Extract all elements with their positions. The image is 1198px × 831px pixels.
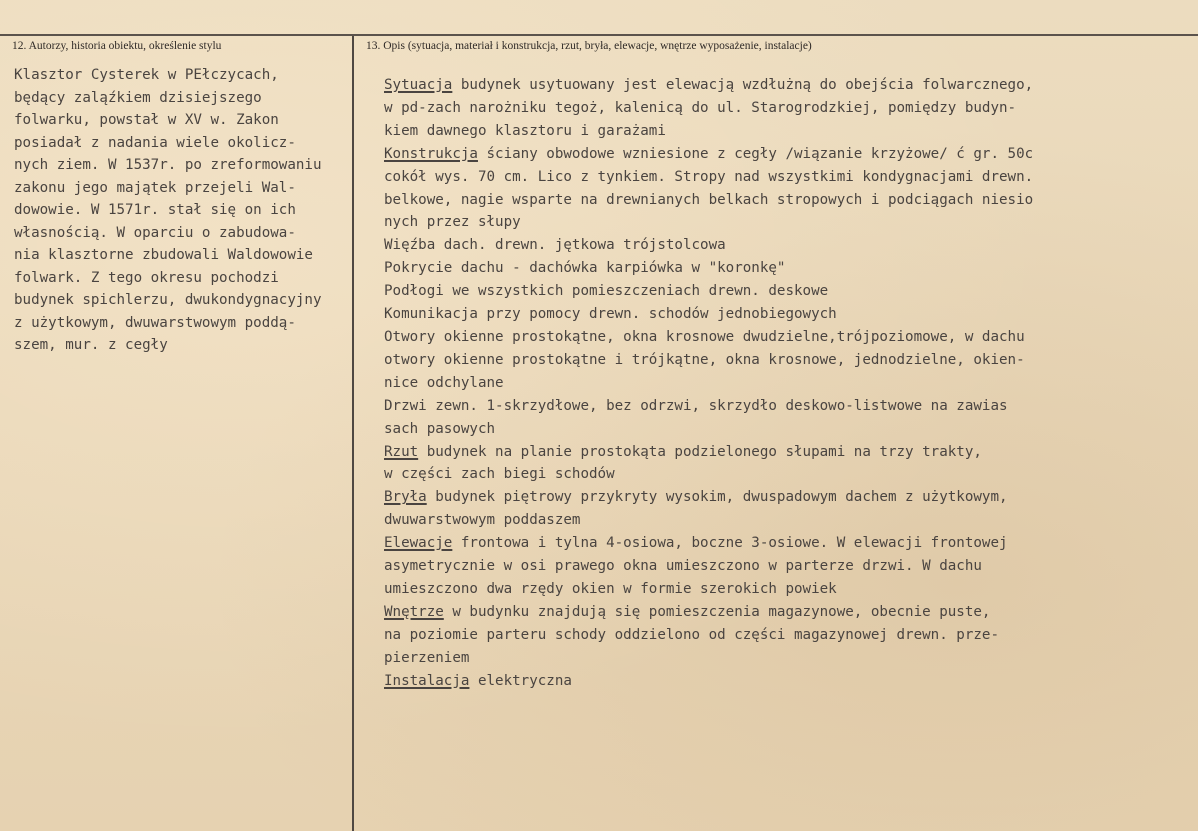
section-label: Rzut xyxy=(384,443,419,460)
history-line: posiadał z nadania wiele okolicz- xyxy=(14,134,296,151)
section-label: Sytuacja xyxy=(384,77,453,93)
description-line: kiem dawnego klasztoru i garażami xyxy=(384,122,666,139)
history-line: będący zaląźkiem dzisiejszego xyxy=(14,89,262,106)
description-line: cokół wys. 70 cm. Lico z tynkiem. Stropy nad wszystkimi kondygnacjami drewn. xyxy=(384,168,1034,185)
history-line: dowowie. W 1571r. stał się on ich xyxy=(14,202,296,218)
description-line: Komunikacja przy pomocy drewn. schodów jednobiegowych xyxy=(384,306,837,323)
history-line: szem, mur. z cegły xyxy=(14,337,168,353)
header-right: 13. Opis (sytuacja, materiał i konstrukcja, rzut, bryła, elewacje, wnętrze wyposażenie, instalacje) xyxy=(366,40,812,52)
history-line: zakonu jego majątek przejeli Wal- xyxy=(14,179,296,196)
description-line: nice odchylane xyxy=(384,374,504,391)
history-line: własnością. W oparciu o zabudowa- xyxy=(14,224,296,241)
description-line: Rzut budynek na planie prostokąta podzielonego słupami na trzy trakty, xyxy=(384,443,982,460)
section-label: Bryła xyxy=(384,489,427,506)
history-line: z użytkowym, dwuwarstwowym poddą- xyxy=(14,314,296,331)
description-line: otwory okienne prostokątne i trójkątne, okna krosnowe, jednodzielne, okien- xyxy=(384,351,1025,368)
description-line: umieszczono dwa rzędy okien w formie szerokich powiek xyxy=(384,580,837,597)
history-text xyxy=(14,64,384,357)
description-line: Pokrycie dachu - dachówka karpiówka w "koronkę" xyxy=(384,260,786,277)
section-label: Wnętrze xyxy=(384,603,444,620)
description-line: Elewacje frontowa i tylna 4-osiowa, boczne 3-osiowe. W elewacji frontowej xyxy=(384,535,1008,552)
history-line: budynek spichlerzu, dwukondygnacyjny xyxy=(14,292,322,308)
description-line: Konstrukcja ściany obwodowe wzniesione z cegły /wiązanie krzyżowe/ ć gr. 50c xyxy=(384,145,1034,162)
header-left: 12. Autorzy, historia obiektu, określenie stylu xyxy=(12,40,222,52)
history-line: folwarku, powstał w XV w. Zakon xyxy=(14,112,279,128)
description-line: sach pasowych xyxy=(384,420,496,437)
description-line: Podłogi we wszystkich pomieszczeniach drewn. deskowe xyxy=(384,283,829,300)
history-line: nia klasztorne zbudowali Waldowowie xyxy=(14,247,313,263)
description-line: w części zach biegi schodów xyxy=(384,466,615,483)
section-label: Instalacja xyxy=(384,672,470,689)
description-line: dwuwarstwowym poddaszem xyxy=(384,512,581,529)
description-text xyxy=(384,74,1184,692)
history-line: Klasztor Cysterek w PEłczycach, xyxy=(14,67,279,83)
description-line: Instalacja elektryczna xyxy=(384,672,572,689)
description-line: w pd-zach narożniku tegoż, kalenicą do ul. Starogrodzkiej, pomiędzy budyn- xyxy=(384,99,1017,116)
history-line: nych ziem. W 1537r. po zreformowaniu xyxy=(14,157,322,173)
description-line: Sytuacja budynek usytuowany jest elewacją wzdłużną do obejścia folwarcznego, xyxy=(384,77,1034,93)
description-line: belkowe, nagie wsparte na drewnianych belkach stropowych i podciągach niesio xyxy=(384,191,1034,208)
history-line: folwark. Z tego okresu pochodzi xyxy=(14,269,279,286)
description-line: Bryła budynek piętrowy przykryty wysokim, dwuspadowym dachem z użytkowym, xyxy=(384,489,1008,506)
description-line: Więźba dach. drewn. jętkowa trójstolcowa xyxy=(384,237,726,254)
description-line: nych przez słupy xyxy=(384,214,521,231)
description-line: na poziomie parteru schody oddzielono od części magazynowej drewn. prze- xyxy=(384,626,999,643)
description-line: Drzwi zewn. 1-skrzydłowe, bez odrzwi, skrzydło deskowo-listwowe na zawias xyxy=(384,397,1008,414)
description-line: pierzeniem xyxy=(384,649,470,666)
description-line: asymetrycznie w osi prawego okna umieszczono w parterze drzwi. W dachu xyxy=(384,558,982,575)
top-rule xyxy=(0,34,1198,36)
description-line: Wnętrze w budynku znajdują się pomieszczenia magazynowe, obecnie puste, xyxy=(384,603,991,620)
section-label: Elewacje xyxy=(384,535,453,552)
description-line: Otwory okienne prostokątne, okna krosnowe dwudzielne,trójpoziomowe, w dachu xyxy=(384,328,1025,345)
section-label: Konstrukcja xyxy=(384,145,478,162)
